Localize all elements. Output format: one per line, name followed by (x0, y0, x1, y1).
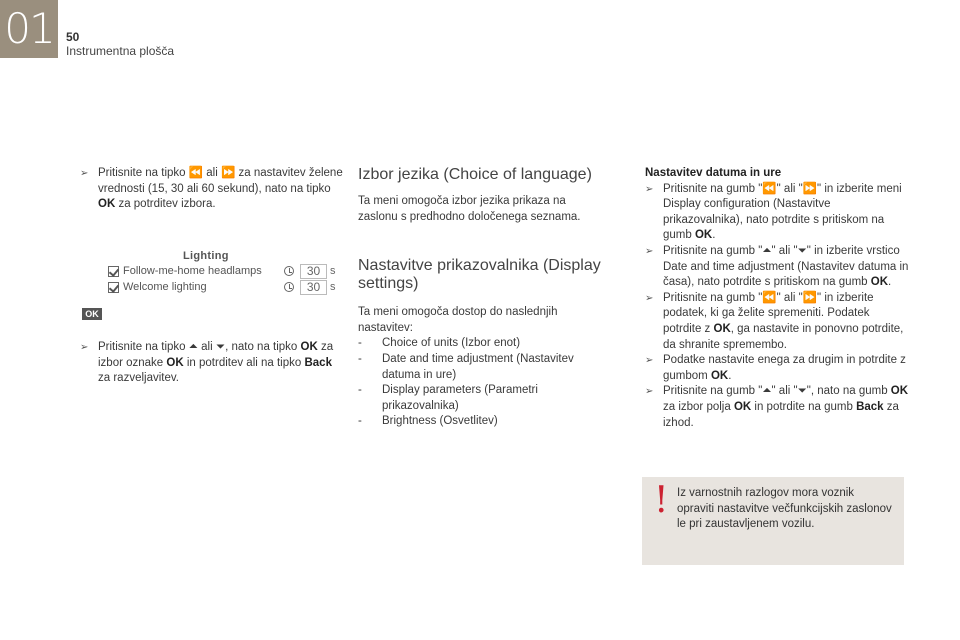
text: " ali " (776, 182, 803, 195)
text: Pritisnite na gumb " (663, 291, 763, 304)
text: Pritisnite na gumb " (663, 244, 763, 257)
ok-label: OK (733, 400, 752, 413)
list-text: Date and time adjustment (Nastavitev datuma in ure) (382, 352, 574, 381)
text: " ali " (771, 385, 798, 398)
row-label: Welcome lighting (123, 281, 207, 293)
ok-label: OK (300, 341, 318, 353)
list-item: - Date and time adjustment (Nastavitev datuma in ure) (358, 352, 574, 381)
text: in potrditev ali na tipko (183, 356, 305, 369)
paragraph-display: Ta meni omogoča dostop do naslednjih nastavitev: (358, 306, 558, 334)
value-box: 30 (300, 264, 327, 279)
down-arrow-icon: ⏷ (797, 385, 807, 398)
text: ali (197, 341, 216, 353)
instruction-item (645, 291, 910, 353)
back-label: Back (304, 356, 332, 369)
instruction-item (80, 166, 345, 213)
column-right (645, 166, 910, 431)
warning-box (642, 477, 904, 565)
clock-icon (284, 282, 294, 292)
screen-title: Lighting (183, 250, 229, 262)
screen-row (108, 265, 340, 279)
unit-label: s (330, 281, 336, 293)
list-item: - Choice of units (Izbor enot) (358, 337, 521, 350)
lighting-screen-illustration (80, 247, 345, 325)
instruction-item (645, 384, 910, 431)
warning-exclamation-icon: ! (654, 480, 669, 521)
text: za potrditev izbora. (115, 198, 216, 211)
text: . (888, 276, 892, 289)
bullet-arrow-icon: ➢ (80, 168, 89, 179)
text: Pritisnite na gumb " (663, 182, 763, 195)
row-label: Follow-me-home headlamps (123, 265, 262, 277)
text: " in izberite meni Display configuration (Nastavitve prikazovalnika), nato potrdite s pritiskom na gumb (663, 182, 902, 242)
bullet-arrow-icon: ➢ (645, 386, 654, 398)
text: , nato na tipko (225, 341, 301, 353)
text: " ali " (776, 291, 803, 304)
double-right-arrow-icon: ⏩ (802, 182, 818, 195)
double-right-arrow-icon: ⏩ (802, 291, 818, 304)
ok-button: OK (82, 308, 102, 320)
value-box: 30 (300, 280, 327, 295)
down-arrow-icon: ⏷ (797, 244, 807, 257)
up-arrow-icon: ⏶ (762, 385, 772, 398)
ok-label: OK (694, 229, 713, 242)
paragraph-language: Ta meni omogoča izbor jezika prikaza na zaslonu s predhodno določenega seznama. (358, 195, 581, 223)
heading-date-time: Nastavitev datuma in ure (645, 167, 782, 179)
text: . (712, 229, 716, 242)
bullet-arrow-icon: ➢ (645, 355, 654, 367)
text: in potrdite na gumb (751, 400, 857, 413)
warning-text: Iz varnostnih razlogov mora voznik opraviti nastavitve večfunkcijskih zaslonov le pri zaustavljenem vozilu. (677, 487, 892, 531)
instruction-item (80, 340, 345, 387)
instruction-item (645, 353, 910, 384)
heading-language: Izbor jezika (Choice of language) (358, 166, 592, 183)
heading-display-settings: Nastavitve prikazovalnika (Display settings) (358, 257, 601, 293)
unit-label: s (330, 265, 336, 277)
screen-row (108, 281, 340, 295)
list-item: - Display parameters (Parametri prikazovalnika) (358, 384, 538, 412)
ok-label: OK (870, 276, 888, 289)
double-right-arrow-icon: ⏩ (221, 167, 236, 179)
text: , ga nastavite in ponovno potrdite, da shranite spremembo. (663, 322, 904, 351)
ok-label: OK (98, 198, 116, 211)
list-text: Brightness (Osvetlitev) (382, 415, 498, 428)
text: za razveljavitev. (98, 372, 179, 385)
ok-label: OK (713, 322, 731, 335)
page-number: 50 (66, 30, 80, 44)
clock-icon (284, 266, 294, 276)
bullet-arrow-icon: ➢ (645, 183, 654, 195)
section-title: Instrumentna plošča (66, 44, 175, 58)
text: za izbor oznake (98, 341, 334, 369)
ok-label: OK (890, 385, 909, 398)
double-left-arrow-icon: ⏪ (762, 291, 777, 304)
bullet-arrow-icon: ➢ (645, 245, 654, 257)
text: . (728, 369, 732, 382)
double-left-arrow-icon: ⏪ (188, 167, 204, 179)
text: Pritisnite na gumb " (663, 385, 763, 398)
up-arrow-icon: ⏶ (762, 244, 772, 257)
text: za izhod. (663, 400, 899, 429)
checkbox-checked-icon (108, 282, 119, 293)
ok-label: OK (166, 356, 184, 369)
back-label: Back (856, 400, 884, 413)
checkbox-checked-icon (108, 266, 119, 277)
text: " ali " (771, 244, 798, 257)
chapter-number: 01 (4, 4, 54, 53)
text: ", nato na gumb (806, 385, 891, 398)
text: za izbor polja (663, 400, 734, 413)
column-middle (358, 166, 608, 430)
list-item: - Brightness (Osvetlitev) (358, 415, 498, 428)
text: za nastavitev želene vrednosti (15, 30 ali 60 sekund), nato na tipko (98, 167, 343, 195)
text: " in izberite podatek, ki ga želite spremeniti. Podatek potrdite z (663, 291, 874, 335)
ok-label: OK (710, 369, 729, 382)
text: Podatke nastavite enega za drugim in potrdite z gumbom (663, 354, 906, 382)
down-arrow-icon: ⏷ (215, 341, 226, 353)
instruction-item (645, 244, 910, 291)
instruction-item (645, 182, 910, 244)
text: Pritisnite na tipko (98, 341, 189, 353)
text: Pritisnite na tipko (98, 167, 189, 179)
up-arrow-icon: ⏶ (188, 341, 198, 353)
list-text: Display parameters (Parametri prikazovalnika) (382, 384, 538, 412)
bullet-arrow-icon: ➢ (645, 292, 654, 304)
bullet-arrow-icon: ➢ (80, 342, 89, 353)
text: ali (203, 167, 221, 179)
double-left-arrow-icon: ⏪ (762, 182, 777, 195)
text: " in izberite vrstico Date and time adjustment (Nastavitev datuma in časa), nato potrdite s pritiskom na gumb (663, 244, 909, 289)
list-text: Choice of units (Izbor enot) (382, 337, 521, 350)
